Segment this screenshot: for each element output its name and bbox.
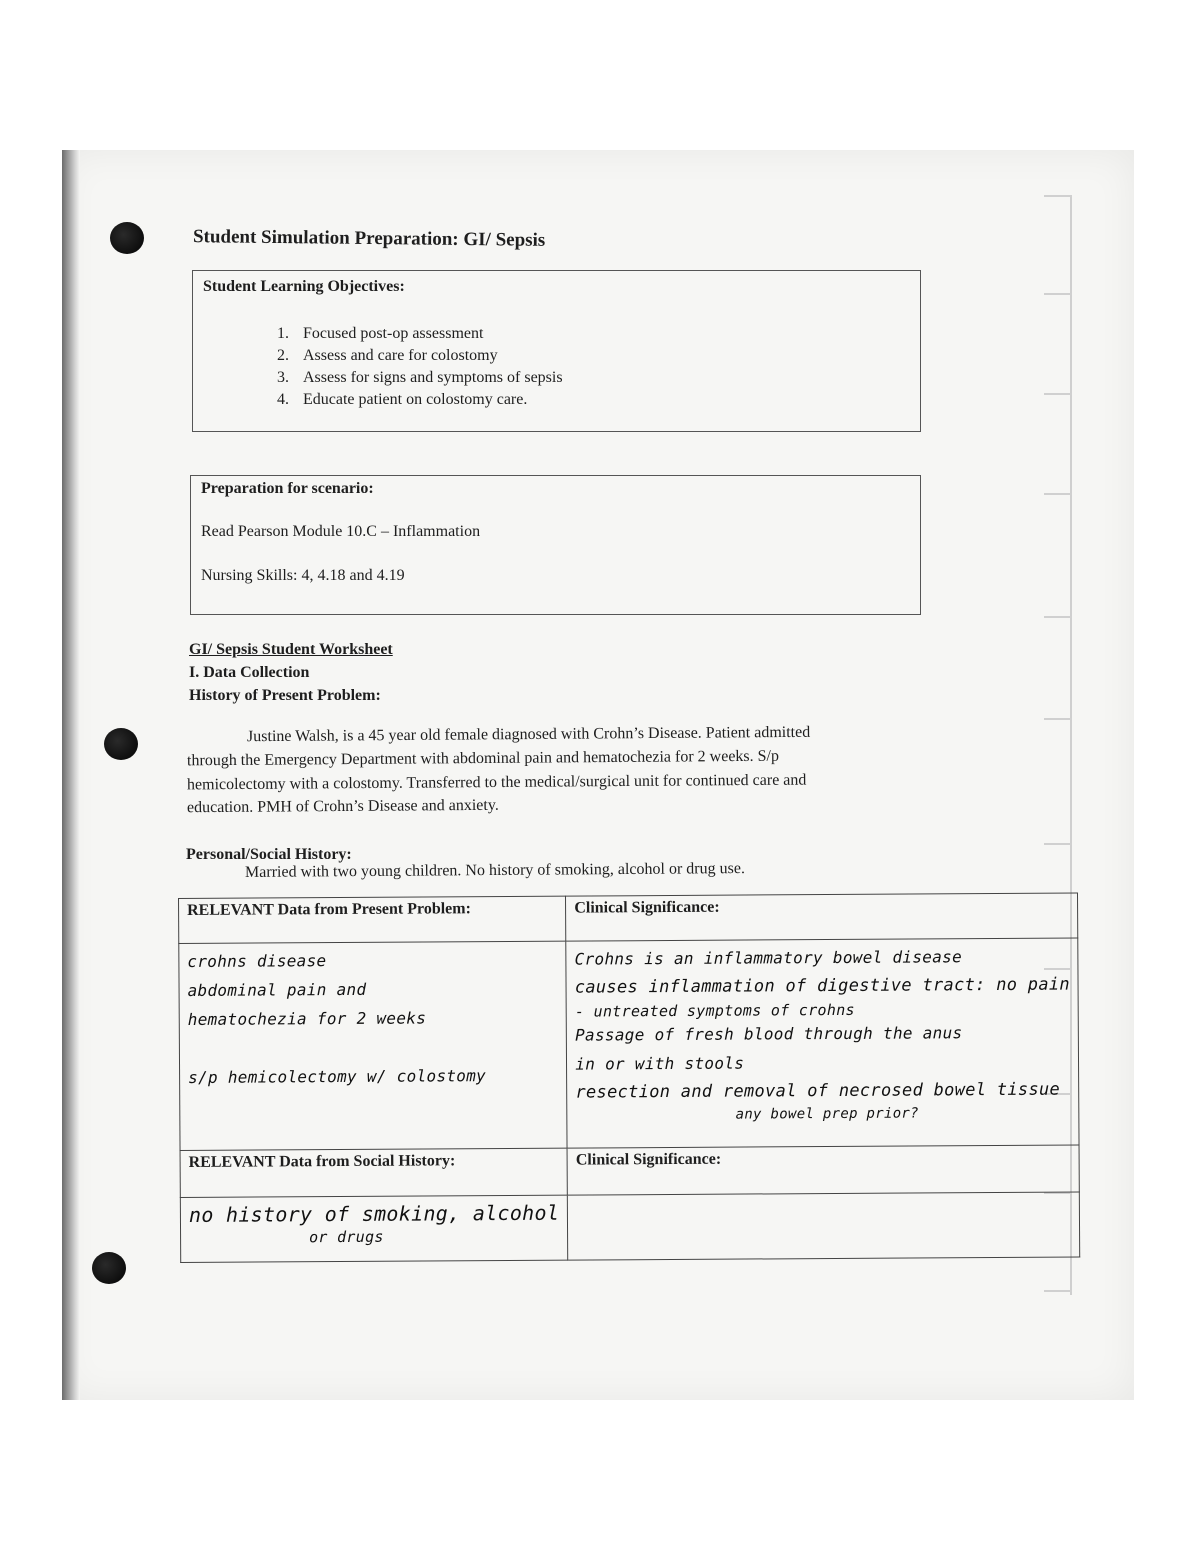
tab-tick [1044, 616, 1072, 618]
social-clinical-header: Clinical Significance: [567, 1145, 1079, 1195]
social-clinical-cell [568, 1192, 1081, 1260]
tab-tick [1044, 843, 1072, 845]
worksheet-title: GI/ Sepsis Student Worksheet [189, 641, 393, 658]
hpp-heading: History of Present Problem: [189, 687, 381, 704]
preparation-box [190, 475, 921, 615]
social-text: Married with two young children. No history of smoking, alcohol or drug use. [244, 860, 745, 881]
social-heading: Personal/Social History: [186, 846, 352, 863]
preparation-skills: Nursing Skills: 4, 4.18 and 4.19 [201, 567, 405, 584]
handwritten-line: - untreated symptoms of crohns [574, 1000, 855, 1021]
clinical-handwritten-cell [566, 938, 1079, 1148]
table-row [179, 938, 1080, 1150]
handwritten-line [188, 1032, 558, 1063]
table-row [180, 1192, 1080, 1262]
paper-edge-shadow [62, 150, 80, 1400]
objective-item: 3. Assess for signs and symptoms of sepsis [277, 369, 563, 386]
page-title: Student Simulation Preparation: GI/ Sepsis [192, 226, 546, 251]
preparation-reading: Read Pearson Module 10.C – Inflammation [201, 523, 481, 540]
handwritten-line: or drugs [309, 1227, 384, 1247]
tab-tick [1044, 1290, 1072, 1292]
clinical-header: Clinical Significance: [566, 893, 1078, 941]
handwritten-line: Crohns is an inflammatory bowel disease [574, 947, 963, 969]
present-header: RELEVANT Data from Present Problem: [179, 896, 567, 943]
tab-tick [1044, 293, 1072, 295]
handwritten-line: hematochezia for 2 weeks [187, 1008, 427, 1029]
preparation-heading: Preparation for scenario: [201, 480, 374, 497]
punch-hole [110, 222, 144, 254]
hpp-line: education. PMH of Crohn’s Disease and anxiety. [186, 796, 499, 817]
objectives-box [192, 270, 921, 432]
handwritten-line: in or with stools [575, 1053, 745, 1074]
tab-tick [1044, 493, 1072, 495]
table-row [180, 1145, 1080, 1197]
hpp-line: hemicolectomy with a colostomy. Transferred to the medical/surgical unit for continued care and [186, 771, 807, 794]
section-heading: I. Data Collection [189, 664, 310, 681]
social-handwritten-cell [180, 1195, 568, 1262]
hpp-line: Justine Walsh, is a 45 year old female diagnosed with Crohn’s Disease. Patient admitted [246, 723, 811, 746]
punch-hole [92, 1252, 126, 1284]
handwritten-line: resection and removal of necrosed bowel tissue [575, 1079, 1061, 1103]
objective-item: 1. Focused post-op assessment [277, 325, 484, 342]
handwritten-line: s/p hemicolectomy w/ colostomy [188, 1066, 487, 1087]
handwritten-line: no history of smoking, alcohol [188, 1200, 560, 1227]
objective-item: 2. Assess and care for colostomy [277, 347, 498, 364]
objective-item: 4. Educate patient on colostomy care. [277, 391, 528, 408]
handwritten-line: crohns disease [187, 951, 327, 971]
hpp-line: through the Emergency Department with abdominal pain and hematochezia for 2 weeks. S/p [186, 747, 780, 770]
handwritten-line: Passage of fresh blood through the anus [575, 1023, 963, 1045]
tab-tick [1044, 718, 1072, 720]
handwritten-line: causes inflammation of digestive tract: no pain [574, 974, 1070, 998]
worksheet-table [178, 892, 1081, 1262]
handwritten-line: abdominal pain and [187, 979, 367, 1000]
punch-hole [104, 728, 138, 760]
present-handwritten-cell [179, 941, 567, 1150]
tab-tick [1044, 393, 1072, 395]
tab-tick [1044, 195, 1072, 197]
objectives-heading: Student Learning Objectives: [203, 278, 405, 295]
handwritten-note: any bowel prep prior? [735, 1105, 919, 1123]
table-row [179, 893, 1079, 943]
objectives-list [277, 323, 563, 411]
social-data-header: RELEVANT Data from Social History: [180, 1148, 568, 1197]
